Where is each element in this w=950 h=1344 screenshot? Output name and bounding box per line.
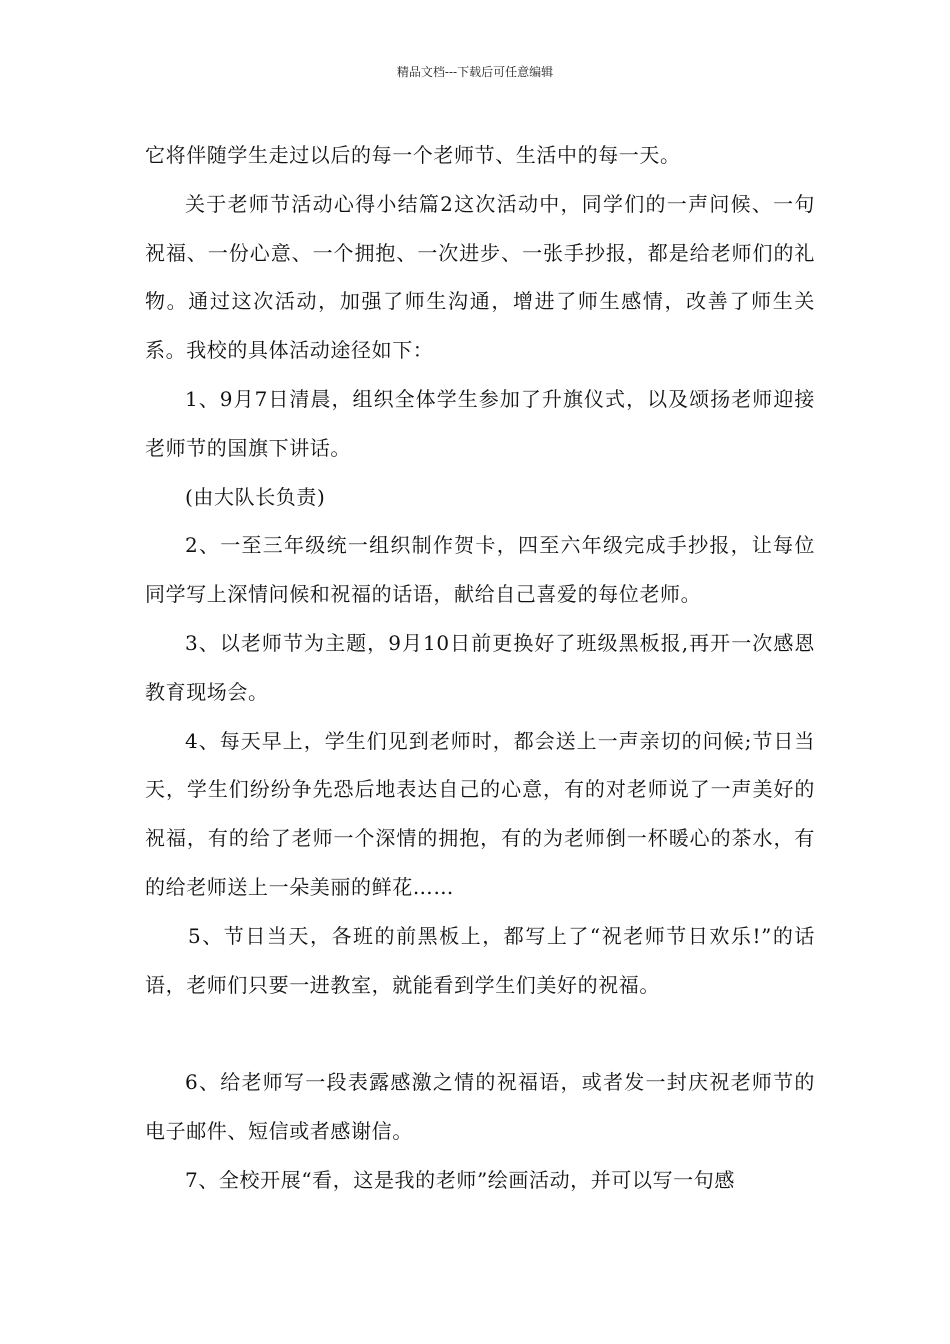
paragraph-item-6: 6、给老师写一段表露感激之情的祝福语，或者发一封庆祝老师节的电子邮件、短信或者感谢信。 xyxy=(145,1070,815,1143)
paragraph-item-4: 4、每天早上，学生们见到老师时，都会送上一声亲切的问候;节日当天，学生们纷纷争先恐后地表达自己的心意，有的对老师说了一声美好的祝福，有的给了老师一个深情的拥抱，有的为老师倒一杯暖心的茶水，有的给老师送上一朵美丽的鲜花…… xyxy=(145,728,815,899)
document-body xyxy=(145,131,815,1205)
paragraph-item-1: 1、9月7日清晨，组织全体学生参加了升旗仪式，以及颂扬老师迎接老师节的国旗下讲话。 xyxy=(145,386,815,460)
paragraph-intro: 关于老师节活动心得小结篇2这次活动中，同学们的一声问候、一句祝福、一份心意、一个拥抱、一次进步、一张手抄报，都是给老师们的礼物。通过这次活动，加强了师生沟通，增进了师生感情，改善了师生关系。我校的具体活动途径如下： xyxy=(145,191,815,363)
page-header: 精品文档---下载后可任意编辑 xyxy=(396,65,554,79)
paragraph-item-7: 7、全校开展“看，这是我的老师”绘画活动，并可以写一句感 xyxy=(185,1167,735,1192)
paragraph-item-2: 2、一至三年级统一组织制作贺卡，四至六年级完成手抄报，让每位同学写上深情问候和祝福的话语，献给自己喜爱的每位老师。 xyxy=(145,533,815,607)
paragraph-item-3: 3、以老师节为主题，9月10日前更换好了班级黑板报,再开一次感恩教育现场会。 xyxy=(145,630,815,704)
blank-line xyxy=(145,1009,815,1058)
paragraph-item-5: 5、节日当天，各班的前黑板上，都写上了“祝老师节日欢乐!”的话语，老师们只要一进教室，就能看到学生们美好的祝福。 xyxy=(145,923,815,997)
paragraph-continuation: 它将伴随学生走过以后的每一个老师节、生活中的每一天。 xyxy=(145,143,681,167)
paragraph-note: (由大队长负责) xyxy=(185,484,326,509)
